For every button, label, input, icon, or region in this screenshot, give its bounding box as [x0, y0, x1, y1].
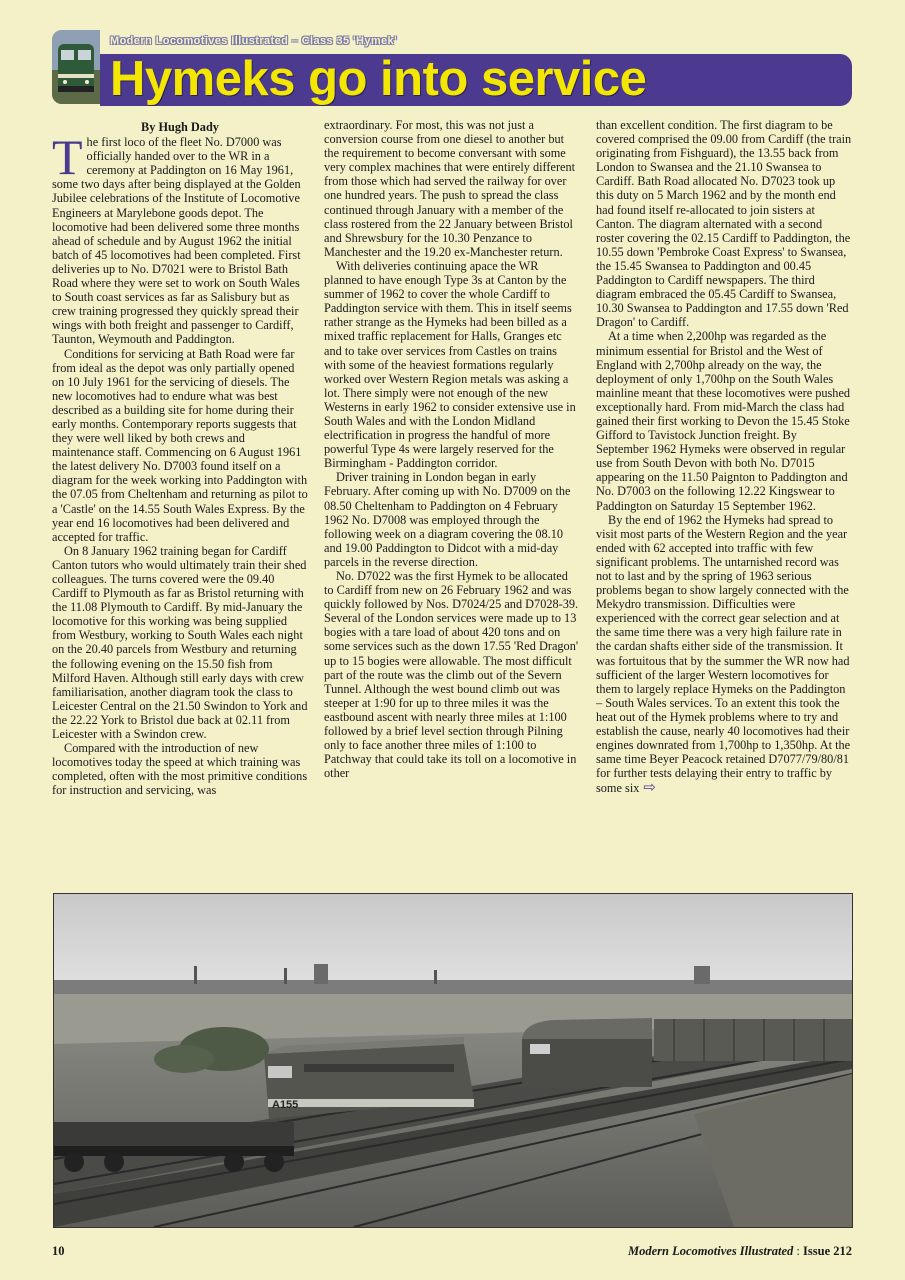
footer-publication	[628, 1244, 852, 1259]
page-header	[52, 30, 852, 106]
paragraph: Conditions for servicing at Bath Road were far from ideal as the depot was only partially opened on 10 July 1961 for the servicing of diesels. The new locomotives had to endure what was best described as a building site for home during their early months. Contemporary reports suggests that they were well liked by both crews and maintenance staff. Commencing on 6 August 1961 the latest delivery No. D7003 found itself on a diagram for the week working into Paddington with the 07.05 from Cheltenham and returning as pilot to a 'Castle' on the 14.55 South Wales Express. By the year end 16 locomotives had been delivered and accepted for traffic.	[52, 346, 308, 544]
header-locomotive-thumbnail	[52, 30, 100, 104]
photo-scene	[54, 894, 852, 1227]
article-column-1	[52, 118, 308, 885]
paragraph: With deliveries continuing apace the WR planned to have enough Type 3s at Canton by the summer of 1962 to cover the whole Cardiff to Paddington service with them. This in itself seems rather strange as the Hymeks had been billed as a mixed traffic replacement for Halls, Granges etc and to take over services from Castles on trains with some of the heaviest formations regularly worked over Western Region metals was asking a lot. There simply were not enough of the new Westerns in early 1962 to consider extensive use in South Wales and with the London Midland electrification in progress the handful of more powerful Type 4s were largely reserved for the Birmingham - Paddington corridor.	[324, 258, 576, 471]
paragraph-text: he first loco of the fleet No. D7000 was officially handed over to the WR in a ceremony at Paddington on 16 May 1961, some two days after being displayed at the Golden Jubilee celebrations of the Institute of Locomotive Engineers at Marylebone goods depot. The locomotive had been delivered some three months ahead of schedule and by August 1962 the initial batch of 45 locomotives had been completed. First deliveries up to No. D7021 were to Bristol Bath Road where they were set to work on South Wales to South coast services as far as Salisbury but as crew training progressed they quickly spread their wings with both freight and passenger to Cardiff, Taunton, Weymouth and Paddington.	[52, 135, 301, 347]
footer-separator: :	[793, 1244, 804, 1258]
paragraph	[52, 129, 308, 347]
article-column-2	[324, 118, 580, 885]
arrow-right-icon: ⇨	[643, 778, 656, 797]
paragraph-text: By the end of 1962 the Hymeks had spread to visit most parts of the Western Region and the year ended with 62 accepted into traffic with few significant problems. The untarnished record was not to last and by the spring of 1963 serious problems began to show largely connected with the Mekydro transmission. Difficulties were experienced with the correct gear selection and at the same time there was a very high failure rate in the cardan shafts either side of the transmission. It was fortuitous that by the summer the WR now had sufficient of the larger Western locomotives for them to largely replace Hymeks on the Paddington – South Wales services. To an extent this took the heat out of the Hymek problems where to try and establish the cause, nearly 40 locomotives had their engines downrated from 1,700hp to 1,350hp. At the same time Beyer Peacock retained D7077/79/80/81 for further tests delaying their entry to traffic by some six	[596, 512, 851, 796]
series-title: Modern Locomotives Illustrated – Class 35 'Hymek'	[110, 35, 398, 47]
byline: By Hugh Dady	[141, 120, 219, 134]
paragraph	[596, 513, 852, 796]
page-title: Hymeks go into service	[110, 52, 647, 106]
magazine-name: Modern Locomotives Illustrated	[628, 1244, 794, 1258]
paragraph: Driver training in London began in early February. After coming up with No. D7009 on the 08.50 Cheltenham to Paddington on 4 February 1962 No. D7008 was employed through the following week on a diagram covering the 08.10 and 19.00 Paddington to Didcot with a mid-day parcels in the reverse direction.	[324, 470, 571, 569]
article-body	[52, 118, 853, 885]
page-number: 10	[52, 1244, 65, 1258]
drop-cap: T	[52, 129, 83, 186]
paragraph: No. D7022 was the first Hymek to be allocated to Cardiff from new on 26 February 1962 and was quickly followed by Nos. D7024/25 and D7028-39. Several of the London services were made up to 13 bogies with a tare load of about 420 tons and on some services such as the down 17.55 'Red Dragon' up to 15 bogies were allowable. The most difficult part of the route was the climb out of the Severn Tunnel. Although the west bound climb out was steeper at 1:90 for up to three miles it was the eastbound ascent with nearly three miles at 1:100 followed by a brief level section through Pilning only to face another three miles of 1:100 to Patchway that could take its toll on a locomotive in other	[324, 569, 579, 781]
locomotive-photograph	[53, 893, 853, 1228]
locomotive-number: A155	[272, 1099, 299, 1111]
paragraph: than excellent condition. The first diagram to be covered comprised the 09.00 from Cardiff (the train originating from Fishguard), the 13.55 back from London to Swansea and the 21.10 Swansea to Cardiff. Bath Road allocated No. D7023 took up this duty on 5 March 1962 and by the month end had found itself re-allocated to join sisters at Canton. The diagram alternated with a second roster covering the 02.15 Cardiff to Paddington, the 10.55 down 'Pembroke Coast Express' to Swansea, the 15.45 Swansea to Paddington and 00.45 Paddington to Cardiff newspapers. The third diagram embraced the 05.45 Cardiff to Swansea, 10.30 Swansea to Paddington and 17.55 down 'Red Dragon' to Cardiff.	[596, 118, 852, 330]
paragraph: At a time when 2,200hp was regarded as the minimum essential for Bristol and the West of England with 2,700hp already on the way, the deployment of only 1,700hp on the South Wales mainline meant that these locomotives were pushed exceptionally hard. From mid-March the class had gained their first working to Devon the 15.45 Stoke Gifford to Tavistock Junction freight. By September 1962 Hymeks were observed in regular use from South Devon with both No. D7015 appearing on the 11.50 Paignton to Paddington and No. D7003 on the following 12.22 Kingswear to Paddington on Saturday 15 September 1962.	[596, 329, 851, 513]
locomotive-thumbnail-icon	[52, 30, 100, 104]
paragraph: extraordinary. For most, this was not just a conversion course from one diesel to another but the requirement to become conversant with some very complex machines that were entirely different from those which had served the railway for over one hundred years. The push to spread the class continued through January with a member of the class rostered from the 22 January between Bristol and Shrewsbury for the 10.30 Penzance to Manchester and the 19.20 ex-Manchester return.	[324, 118, 576, 259]
issue-number: Issue 212	[803, 1244, 852, 1258]
paragraph: Compared with the introduction of new locomotives today the speed at which training was completed, often with the most primitive conditions for instruction and servicing, was	[52, 741, 308, 798]
paragraph: On 8 January 1962 training began for Cardiff Canton tutors who would ultimately train their shed colleagues. The turns covered were the 09.40 Cardiff to Plymouth as far as Bristol returning with the 11.08 Plymouth to Cardiff. By mid-January the locomotive for this working was being supplied from Westbury, working to South Wales each night on the 20.40 parcels from Westbury and returning the following evening on the 15.50 fish from Milford Haven. Although still early days with crew familiarisation, another diagram took the class to Leicester Central on the 21.50 Swindon to York and the 22.22 York to Bristol due back at 02.11 from Leicester with a Swindon crew.	[52, 543, 308, 742]
article-column-3	[596, 118, 852, 885]
